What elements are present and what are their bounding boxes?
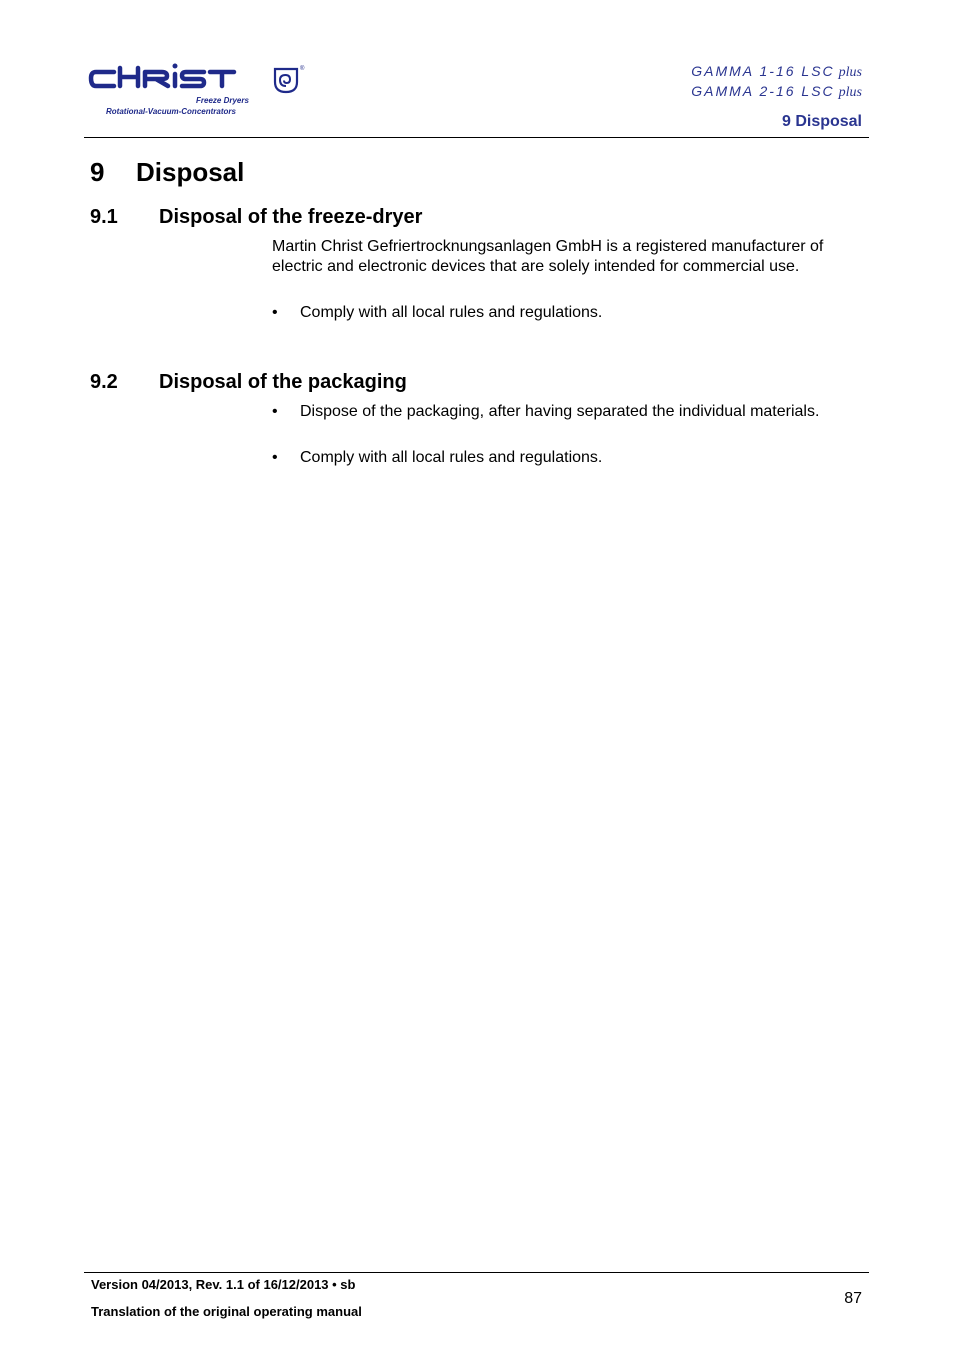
section-heading-9-2 [90,371,407,394]
christ-wordmark-logo [88,62,268,94]
list-item [272,448,864,468]
bullet-glyph: • [272,403,278,420]
footer-rule [84,1272,869,1273]
model-name-2-suffix: plus [838,85,862,100]
logo-tagline-freeze-dryers: Freeze Dryers [196,96,249,105]
section-title: Disposal of the packaging [159,371,407,393]
model-name-1-text: GAMMA 1-16 LSC [691,63,835,79]
footer-translation-note: Translation of the original operating manual [91,1304,362,1319]
list-item-text: Comply with all local rules and regulations. [300,304,603,321]
list-item-text: Comply with all local rules and regulations. [300,449,603,466]
model-name-1 [691,63,862,81]
spiral-emblem-icon [272,66,300,94]
header-rule [84,137,869,138]
section-title: Disposal of the freeze-dryer [159,206,423,228]
section-number: 9.1 [90,206,118,228]
christ-logo [88,62,318,122]
registered-mark: ® [300,66,305,72]
bullet-glyph: • [272,304,278,321]
bullet-glyph: • [272,449,278,466]
section-number: 9.2 [90,371,118,393]
chapter-heading [90,157,244,188]
logo-tagline-concentrators: Rotational-Vacuum-Concentrators [106,107,236,116]
model-name-1-suffix: plus [838,65,862,80]
list-item [272,303,864,323]
list-item-text: Dispose of the packaging, after having separated the individual materials. [300,403,820,420]
footer-version: Version 04/2013, Rev. 1.1 of 16/12/2013 • sb [91,1277,356,1292]
section-9-1-paragraph: Martin Christ Gefriertrocknungsanlagen GmbH is a registered manufacturer of electric and electronic devices that are solely intended for commercial use. [272,238,824,275]
chapter-title: Disposal [136,157,245,187]
model-name-2 [691,83,862,101]
running-title: 9 Disposal [781,113,862,130]
chapter-number: 9 [90,157,105,187]
list-item [272,402,864,422]
model-name-2-text: GAMMA 2-16 LSC [691,83,835,99]
page-number: 87 [844,1290,862,1307]
section-heading-9-1 [90,206,422,229]
